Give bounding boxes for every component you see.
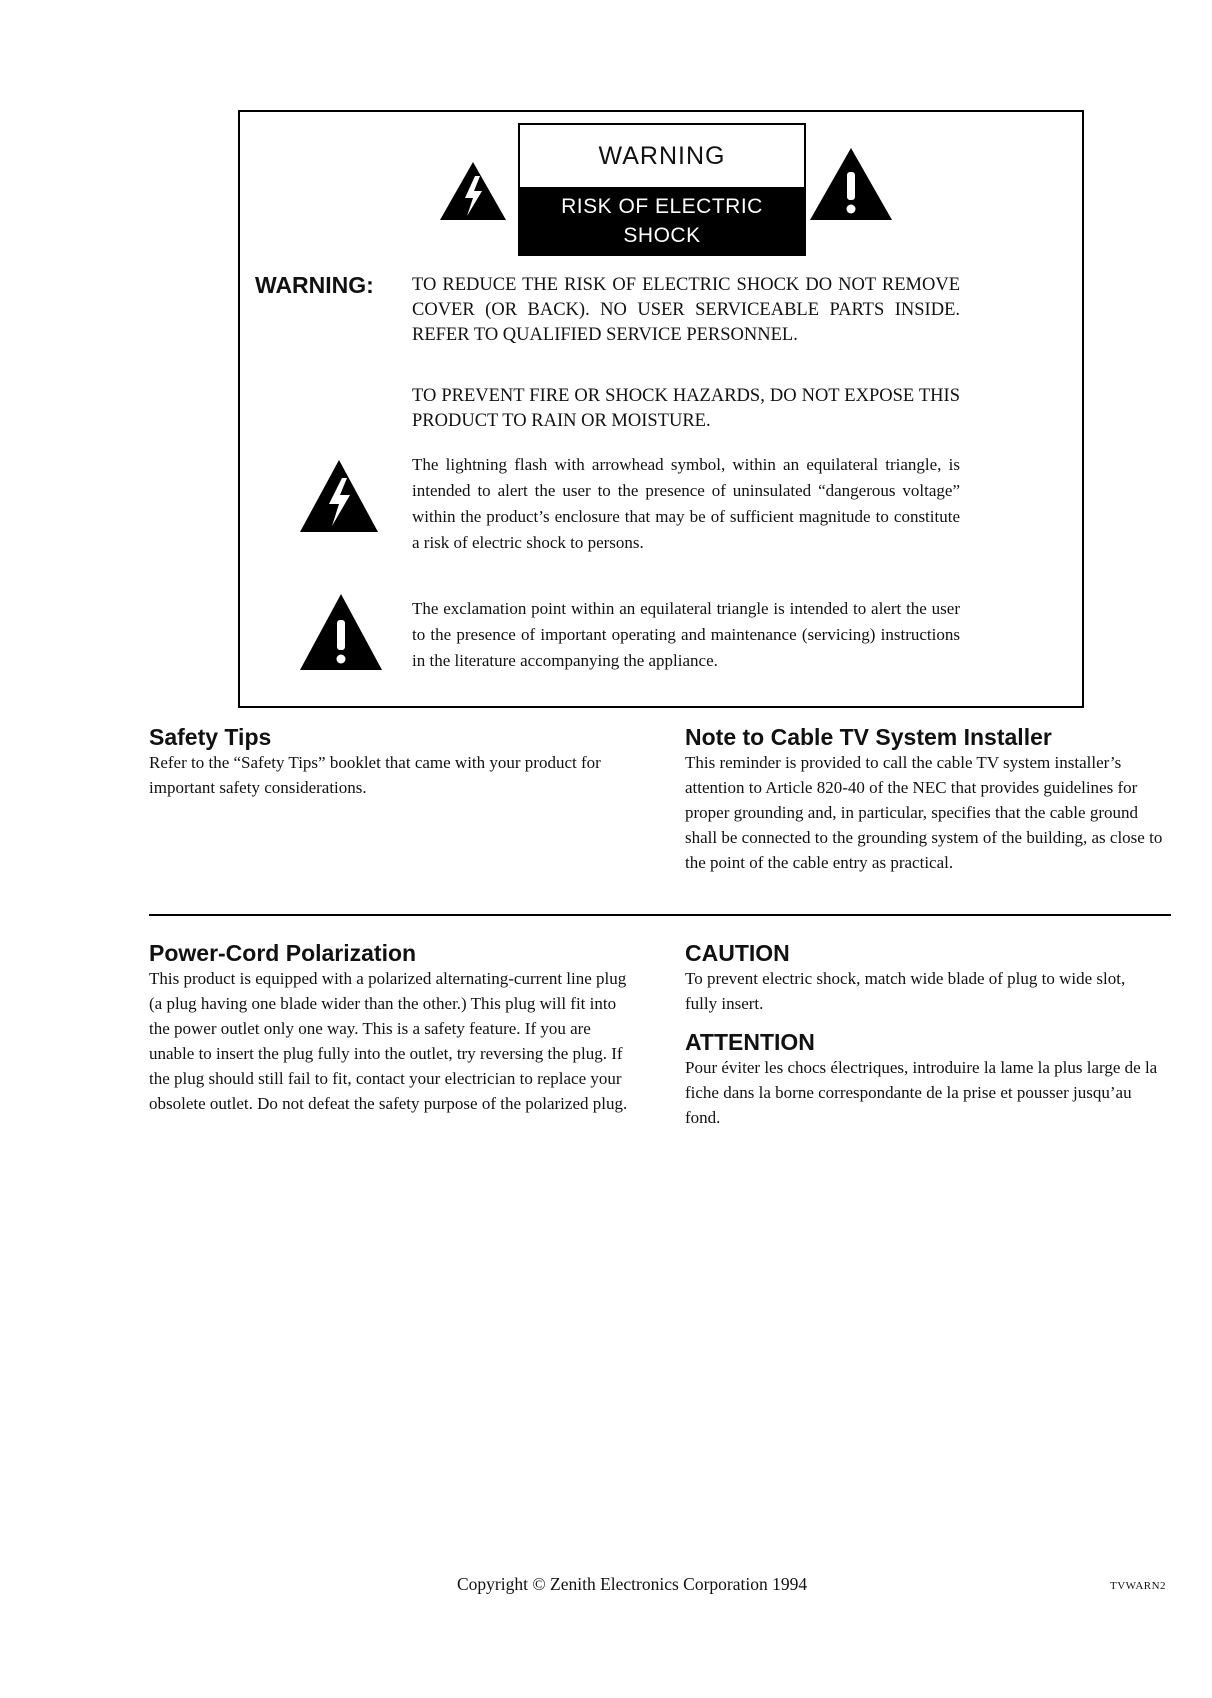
attention-body: Pour éviter les chocs électriques, introduire la lame la plus large de la fiche dans la borne correspondante de la prise et pousser jusqu’au fond.	[685, 1058, 1158, 1127]
lightning-triangle-icon	[438, 160, 508, 222]
exclamation-symbol-text: The exclamation point within an equilateral triangle is intended to alert the user to the presence of important operating and maintenance (servicing) instructions in the literature accompanying the appliance.	[412, 599, 960, 670]
warning-sign-message	[520, 187, 804, 276]
polarization-body: This product is equipped with a polarized alternating-current line plug (a plug having one blade wider than the other.) This plug will fit into the power outlet only one way. This is a safety feature. If you are unable to insert the plug fully into the outlet, try reversing the plug. If the plug should still fail to fit, contact your electrician to replace your obsolete outlet. Do not defeat the safety purpose of the polarized plug.	[149, 969, 628, 1113]
warning-paragraph-1: TO REDUCE THE RISK OF ELECTRIC SHOCK DO NOT REMOVE COVER (OR BACK). NO USER SERVICEABLE PARTS INSIDE. REFER TO QUALIFIED SERVICE PERSONNEL.	[412, 275, 960, 345]
lightning-symbol-text: The lightning flash with arrowhead symbol, within an equilateral triangle, is intended to alert the user to the presence of uninsulated “dangerous voltage” within the product’s enclosure that may be of sufficient magnitude to constitute a risk of electric shock to persons.	[412, 455, 960, 552]
safety-tips-body: Refer to the “Safety Tips” booklet that came with your product for important safety considerations.	[149, 753, 601, 797]
warning-sign-line1: RISK OF ELECTRIC SHOCK	[561, 195, 763, 247]
copyright-notice: Copyright © Zenith Electronics Corporation 1994	[457, 1574, 808, 1594]
caution-body: To prevent electric shock, match wide blade of plug to wide slot, fully insert.	[685, 969, 1126, 1013]
warning-label: WARNING:	[255, 272, 374, 298]
warning-sign-title: WARNING	[598, 142, 726, 170]
exclamation-triangle-icon	[298, 592, 384, 672]
section-divider	[149, 914, 1171, 916]
exclamation-triangle-icon	[808, 146, 894, 222]
cable-note-body: This reminder is provided to call the cable TV system installer’s attention to Article 820-40 of the NEC that provides guidelines for proper grounding and, in particular, specifies that the cable ground shall be connected to the grounding system of the building, as close to the point of the cable entry as practical.	[685, 753, 1163, 872]
warning-sign-line2: DO NOT OPEN	[585, 253, 739, 276]
document-code: TVWARN2	[1110, 1580, 1167, 1592]
attention-heading: ATTENTION	[685, 1029, 815, 1055]
cable-note-heading: Note to Cable TV System Installer	[685, 724, 1052, 750]
safety-tips-heading: Safety Tips	[149, 724, 272, 750]
caution-heading: CAUTION	[685, 940, 790, 966]
polarization-heading: Power-Cord Polarization	[149, 940, 417, 966]
warning-sign	[518, 123, 806, 276]
warning-paragraph-2: TO PREVENT FIRE OR SHOCK HAZARDS, DO NOT EXPOSE THIS PRODUCT TO RAIN OR MOISTURE.	[412, 386, 960, 431]
lightning-triangle-icon	[298, 458, 380, 534]
